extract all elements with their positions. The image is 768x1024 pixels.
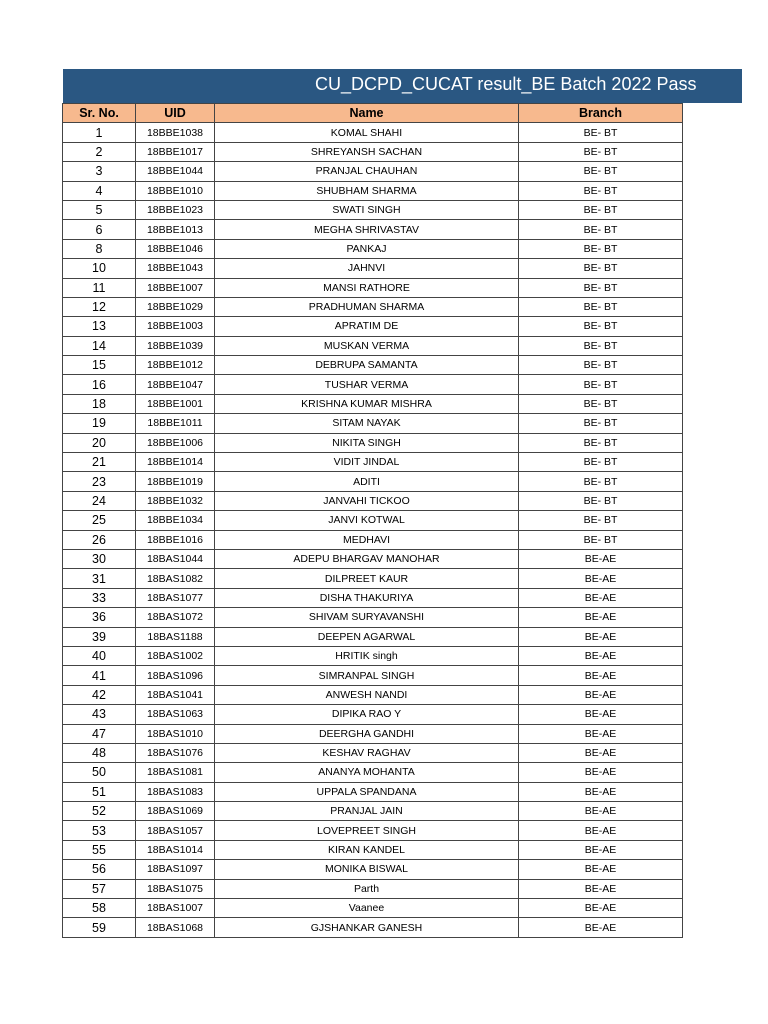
cell-uid: 18BAS1014 bbox=[136, 840, 215, 859]
cell-sr-no: 25 bbox=[63, 511, 136, 530]
cell-branch: BE-AE bbox=[519, 743, 683, 762]
table-row bbox=[63, 491, 683, 510]
table-row bbox=[63, 394, 683, 413]
cell-uid: 18BAS1063 bbox=[136, 705, 215, 724]
cell-sr-no: 21 bbox=[63, 453, 136, 472]
cell-sr-no: 19 bbox=[63, 414, 136, 433]
cell-name: SHREYANSH SACHAN bbox=[215, 142, 519, 161]
cell-sr-no: 20 bbox=[63, 433, 136, 452]
cell-name: PRANJAL CHAUHAN bbox=[215, 162, 519, 181]
cell-uid: 18BBE1013 bbox=[136, 220, 215, 239]
cell-name: KESHAV RAGHAV bbox=[215, 743, 519, 762]
cell-sr-no: 2 bbox=[63, 142, 136, 161]
cell-sr-no: 36 bbox=[63, 608, 136, 627]
cell-branch: BE- BT bbox=[519, 472, 683, 491]
cell-uid: 18BBE1043 bbox=[136, 259, 215, 278]
cell-uid: 18BBE1023 bbox=[136, 200, 215, 219]
cell-uid: 18BAS1041 bbox=[136, 685, 215, 704]
cell-uid: 18BBE1044 bbox=[136, 162, 215, 181]
cell-name: PRADHUMAN SHARMA bbox=[215, 297, 519, 316]
cell-uid: 18BBE1014 bbox=[136, 453, 215, 472]
cell-name: ADITI bbox=[215, 472, 519, 491]
cell-sr-no: 6 bbox=[63, 220, 136, 239]
cell-uid: 18BAS1072 bbox=[136, 608, 215, 627]
table-row bbox=[63, 569, 683, 588]
cell-branch: BE- BT bbox=[519, 491, 683, 510]
table-row bbox=[63, 433, 683, 452]
cell-name: SIMRANPAL SINGH bbox=[215, 666, 519, 685]
cell-name: VIDIT JINDAL bbox=[215, 453, 519, 472]
cell-name: Parth bbox=[215, 879, 519, 898]
cell-branch: BE- BT bbox=[519, 220, 683, 239]
table-row bbox=[63, 511, 683, 530]
table-row bbox=[63, 685, 683, 704]
cell-name: UPPALA SPANDANA bbox=[215, 782, 519, 801]
cell-uid: 18BBE1010 bbox=[136, 181, 215, 200]
cell-name: NIKITA SINGH bbox=[215, 433, 519, 452]
cell-sr-no: 51 bbox=[63, 782, 136, 801]
cell-sr-no: 57 bbox=[63, 879, 136, 898]
table-row bbox=[63, 259, 683, 278]
cell-sr-no: 14 bbox=[63, 336, 136, 355]
cell-name: MEDHAVI bbox=[215, 530, 519, 549]
table-row bbox=[63, 627, 683, 646]
cell-name: KIRAN KANDEL bbox=[215, 840, 519, 859]
cell-sr-no: 8 bbox=[63, 239, 136, 258]
table-row bbox=[63, 414, 683, 433]
cell-name: KOMAL SHAHI bbox=[215, 123, 519, 142]
cell-sr-no: 33 bbox=[63, 588, 136, 607]
document-title: CU_DCPD_CUCAT result_BE Batch 2022 Pass bbox=[315, 74, 697, 94]
cell-name: Vaanee bbox=[215, 899, 519, 918]
result-table bbox=[62, 103, 683, 938]
cell-uid: 18BAS1010 bbox=[136, 724, 215, 743]
cell-uid: 18BBE1016 bbox=[136, 530, 215, 549]
cell-name: SWATI SINGH bbox=[215, 200, 519, 219]
cell-uid: 18BAS1097 bbox=[136, 860, 215, 879]
cell-uid: 18BAS1044 bbox=[136, 549, 215, 568]
cell-sr-no: 41 bbox=[63, 666, 136, 685]
cell-name: JAHNVI bbox=[215, 259, 519, 278]
header-row bbox=[63, 104, 683, 123]
table-row bbox=[63, 162, 683, 181]
cell-name: MONIKA BISWAL bbox=[215, 860, 519, 879]
cell-name: MUSKAN VERMA bbox=[215, 336, 519, 355]
cell-sr-no: 18 bbox=[63, 394, 136, 413]
cell-sr-no: 24 bbox=[63, 491, 136, 510]
cell-branch: BE- BT bbox=[519, 142, 683, 161]
cell-sr-no: 1 bbox=[63, 123, 136, 142]
cell-sr-no: 58 bbox=[63, 899, 136, 918]
cell-name: JANVAHI TICKOO bbox=[215, 491, 519, 510]
cell-branch: BE-AE bbox=[519, 899, 683, 918]
cell-uid: 18BBE1046 bbox=[136, 239, 215, 258]
cell-uid: 18BBE1038 bbox=[136, 123, 215, 142]
cell-sr-no: 43 bbox=[63, 705, 136, 724]
cell-name: DEERGHA GANDHI bbox=[215, 724, 519, 743]
cell-uid: 18BAS1002 bbox=[136, 646, 215, 665]
cell-branch: BE- BT bbox=[519, 123, 683, 142]
table-row bbox=[63, 763, 683, 782]
cell-sr-no: 52 bbox=[63, 802, 136, 821]
cell-name: HRITIK singh bbox=[215, 646, 519, 665]
cell-branch: BE- BT bbox=[519, 414, 683, 433]
header-name: Name bbox=[215, 104, 519, 123]
cell-branch: BE-AE bbox=[519, 705, 683, 724]
cell-branch: BE- BT bbox=[519, 259, 683, 278]
cell-uid: 18BAS1075 bbox=[136, 879, 215, 898]
table-row bbox=[63, 879, 683, 898]
cell-branch: BE- BT bbox=[519, 530, 683, 549]
cell-sr-no: 30 bbox=[63, 549, 136, 568]
table-row bbox=[63, 705, 683, 724]
table-row bbox=[63, 743, 683, 762]
cell-branch: BE-AE bbox=[519, 627, 683, 646]
cell-uid: 18BAS1077 bbox=[136, 588, 215, 607]
cell-sr-no: 4 bbox=[63, 181, 136, 200]
table-body bbox=[63, 123, 683, 937]
cell-name: MANSI RATHORE bbox=[215, 278, 519, 297]
cell-uid: 18BBE1047 bbox=[136, 375, 215, 394]
cell-branch: BE-AE bbox=[519, 860, 683, 879]
table-row bbox=[63, 821, 683, 840]
cell-branch: BE-AE bbox=[519, 569, 683, 588]
cell-uid: 18BBE1019 bbox=[136, 472, 215, 491]
cell-name: ADEPU BHARGAV MANOHAR bbox=[215, 549, 519, 568]
cell-branch: BE-AE bbox=[519, 821, 683, 840]
cell-name: DEEPEN AGARWAL bbox=[215, 627, 519, 646]
cell-branch: BE-AE bbox=[519, 879, 683, 898]
cell-sr-no: 23 bbox=[63, 472, 136, 491]
table-row bbox=[63, 472, 683, 491]
cell-uid: 18BAS1188 bbox=[136, 627, 215, 646]
table-row bbox=[63, 142, 683, 161]
table-row bbox=[63, 336, 683, 355]
cell-sr-no: 53 bbox=[63, 821, 136, 840]
cell-sr-no: 31 bbox=[63, 569, 136, 588]
cell-sr-no: 10 bbox=[63, 259, 136, 278]
cell-uid: 18BBE1007 bbox=[136, 278, 215, 297]
cell-sr-no: 50 bbox=[63, 763, 136, 782]
cell-branch: BE-AE bbox=[519, 646, 683, 665]
table-row bbox=[63, 608, 683, 627]
cell-branch: BE- BT bbox=[519, 394, 683, 413]
table-row bbox=[63, 297, 683, 316]
table-row bbox=[63, 782, 683, 801]
cell-name: KRISHNA KUMAR MISHRA bbox=[215, 394, 519, 413]
cell-name: JANVI KOTWAL bbox=[215, 511, 519, 530]
table-row bbox=[63, 200, 683, 219]
cell-name: SHUBHAM SHARMA bbox=[215, 181, 519, 200]
cell-branch: BE- BT bbox=[519, 375, 683, 394]
cell-uid: 18BBE1029 bbox=[136, 297, 215, 316]
cell-name: GJSHANKAR GANESH bbox=[215, 918, 519, 937]
cell-branch: BE-AE bbox=[519, 918, 683, 937]
cell-sr-no: 47 bbox=[63, 724, 136, 743]
table-row bbox=[63, 220, 683, 239]
table-row bbox=[63, 278, 683, 297]
title-bar bbox=[63, 69, 742, 103]
table-row bbox=[63, 724, 683, 743]
cell-sr-no: 3 bbox=[63, 162, 136, 181]
header-branch: Branch bbox=[519, 104, 683, 123]
table-row bbox=[63, 549, 683, 568]
cell-uid: 18BBE1011 bbox=[136, 414, 215, 433]
table-row bbox=[63, 666, 683, 685]
cell-branch: BE-AE bbox=[519, 685, 683, 704]
cell-name: SITAM NAYAK bbox=[215, 414, 519, 433]
cell-branch: BE-AE bbox=[519, 608, 683, 627]
cell-branch: BE-AE bbox=[519, 782, 683, 801]
cell-uid: 18BBE1012 bbox=[136, 356, 215, 375]
cell-uid: 18BAS1007 bbox=[136, 899, 215, 918]
header-sr-no: Sr. No. bbox=[63, 104, 136, 123]
cell-uid: 18BBE1034 bbox=[136, 511, 215, 530]
cell-branch: BE-AE bbox=[519, 549, 683, 568]
cell-branch: BE- BT bbox=[519, 162, 683, 181]
cell-uid: 18BAS1057 bbox=[136, 821, 215, 840]
cell-name: LOVEPREET SINGH bbox=[215, 821, 519, 840]
cell-name: ANANYA MOHANTA bbox=[215, 763, 519, 782]
cell-branch: BE-AE bbox=[519, 666, 683, 685]
cell-sr-no: 48 bbox=[63, 743, 136, 762]
cell-sr-no: 39 bbox=[63, 627, 136, 646]
table-row bbox=[63, 123, 683, 142]
cell-uid: 18BAS1069 bbox=[136, 802, 215, 821]
cell-branch: BE- BT bbox=[519, 297, 683, 316]
header-uid: UID bbox=[136, 104, 215, 123]
cell-branch: BE-AE bbox=[519, 840, 683, 859]
cell-branch: BE- BT bbox=[519, 200, 683, 219]
cell-sr-no: 56 bbox=[63, 860, 136, 879]
table-row bbox=[63, 918, 683, 937]
cell-name: APRATIM DE bbox=[215, 317, 519, 336]
cell-branch: BE- BT bbox=[519, 433, 683, 452]
table-row bbox=[63, 356, 683, 375]
table-row bbox=[63, 860, 683, 879]
cell-uid: 18BBE1006 bbox=[136, 433, 215, 452]
cell-uid: 18BAS1081 bbox=[136, 763, 215, 782]
cell-branch: BE- BT bbox=[519, 511, 683, 530]
cell-name: SHIVAM SURYAVANSHI bbox=[215, 608, 519, 627]
cell-name: PRANJAL JAIN bbox=[215, 802, 519, 821]
cell-sr-no: 11 bbox=[63, 278, 136, 297]
cell-uid: 18BBE1017 bbox=[136, 142, 215, 161]
table-row bbox=[63, 375, 683, 394]
cell-branch: BE- BT bbox=[519, 356, 683, 375]
cell-uid: 18BAS1083 bbox=[136, 782, 215, 801]
cell-uid: 18BAS1068 bbox=[136, 918, 215, 937]
cell-branch: BE-AE bbox=[519, 588, 683, 607]
cell-uid: 18BAS1076 bbox=[136, 743, 215, 762]
cell-name: ANWESH NANDI bbox=[215, 685, 519, 704]
table-row bbox=[63, 840, 683, 859]
cell-sr-no: 40 bbox=[63, 646, 136, 665]
cell-sr-no: 16 bbox=[63, 375, 136, 394]
cell-uid: 18BBE1003 bbox=[136, 317, 215, 336]
cell-sr-no: 26 bbox=[63, 530, 136, 549]
cell-branch: BE- BT bbox=[519, 239, 683, 258]
cell-branch: BE- BT bbox=[519, 317, 683, 336]
table-row bbox=[63, 453, 683, 472]
cell-branch: BE- BT bbox=[519, 336, 683, 355]
table-row bbox=[63, 646, 683, 665]
table-row bbox=[63, 530, 683, 549]
cell-name: DEBRUPA SAMANTA bbox=[215, 356, 519, 375]
cell-uid: 18BBE1032 bbox=[136, 491, 215, 510]
cell-sr-no: 13 bbox=[63, 317, 136, 336]
cell-name: DIPIKA RAO Y bbox=[215, 705, 519, 724]
cell-uid: 18BAS1082 bbox=[136, 569, 215, 588]
cell-uid: 18BBE1039 bbox=[136, 336, 215, 355]
cell-branch: BE-AE bbox=[519, 763, 683, 782]
cell-name: TUSHAR VERMA bbox=[215, 375, 519, 394]
cell-sr-no: 42 bbox=[63, 685, 136, 704]
table-row bbox=[63, 802, 683, 821]
cell-branch: BE- BT bbox=[519, 181, 683, 200]
cell-branch: BE-AE bbox=[519, 724, 683, 743]
cell-name: PANKAJ bbox=[215, 239, 519, 258]
cell-sr-no: 12 bbox=[63, 297, 136, 316]
table-row bbox=[63, 239, 683, 258]
cell-uid: 18BAS1096 bbox=[136, 666, 215, 685]
cell-branch: BE- BT bbox=[519, 278, 683, 297]
cell-branch: BE-AE bbox=[519, 802, 683, 821]
cell-branch: BE- BT bbox=[519, 453, 683, 472]
table-row bbox=[63, 899, 683, 918]
cell-sr-no: 15 bbox=[63, 356, 136, 375]
cell-name: MEGHA SHRIVASTAV bbox=[215, 220, 519, 239]
table-row bbox=[63, 317, 683, 336]
cell-name: DISHA THAKURIYA bbox=[215, 588, 519, 607]
table-row bbox=[63, 588, 683, 607]
cell-uid: 18BBE1001 bbox=[136, 394, 215, 413]
table-row bbox=[63, 181, 683, 200]
cell-sr-no: 55 bbox=[63, 840, 136, 859]
cell-sr-no: 5 bbox=[63, 200, 136, 219]
cell-name: DILPREET KAUR bbox=[215, 569, 519, 588]
cell-sr-no: 59 bbox=[63, 918, 136, 937]
